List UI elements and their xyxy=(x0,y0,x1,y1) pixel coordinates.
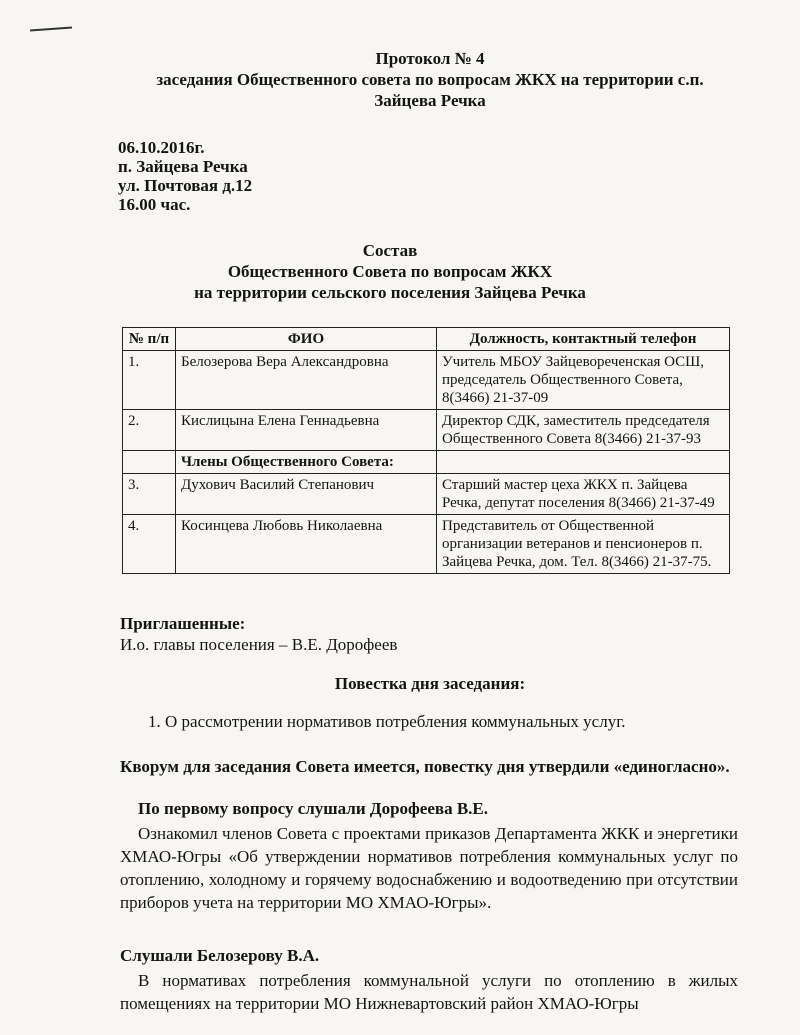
meeting-place: п. Зайцева Речка xyxy=(118,157,248,176)
row-name: Кислицына Елена Геннадьевна xyxy=(176,410,437,451)
meeting-address: ул. Почтовая д.12 xyxy=(118,176,253,195)
table-row xyxy=(123,474,730,515)
members-table xyxy=(122,327,730,574)
invited-section xyxy=(120,613,397,655)
second-speaker-heading: Слушали Белозерову В.А. xyxy=(120,946,320,965)
header-name: ФИО xyxy=(176,328,437,351)
title-line-1: Протокол № 4 xyxy=(375,49,485,68)
row-name: Духович Василий Степанович xyxy=(176,474,437,515)
pen-mark xyxy=(30,27,72,32)
composition-line-2: Общественного Совета по вопросам ЖКХ xyxy=(227,262,553,281)
row-position: Представитель от Общественной организации ветеранов и пенсионеров п. Зайцева Речка, дом. Тел. 8(3466) 21-37-75. xyxy=(437,515,730,574)
row-num: 1. xyxy=(123,351,176,410)
meeting-time: 16.00 час. xyxy=(118,195,191,214)
meeting-date: 06.10.2016г. xyxy=(118,138,205,157)
table-row xyxy=(123,410,730,451)
composition-line-3: на территории сельского поселения Зайцева Речка xyxy=(194,283,586,302)
composition-line-1: Состав xyxy=(362,241,418,260)
members-subheader: Члены Общественного Совета: xyxy=(176,451,437,474)
row-position: Учитель МБОУ Зайцевореченская ОСШ, председатель Общественного Совета, 8(3466) 21-37-09 xyxy=(437,351,730,410)
composition-heading xyxy=(120,240,660,303)
members-subheader-row xyxy=(123,451,730,474)
first-question-text: Ознакомил членов Совета с проектами приказов Департамента ЖКК и энергетики ХМАО-Югры «Об утверждении нормативов потребления коммунальных услуг по отоплению, холодному и горячему водоснабжению и водоотведению при отсутствии приборов учета на территории МО ХМАО-Югры». xyxy=(120,824,738,912)
quorum-text: Кворум для заседания Совета имеется, повестку дня утвердили «единогласно». xyxy=(120,757,730,776)
row-num: 4. xyxy=(123,515,176,574)
header-num: № п/п xyxy=(123,328,176,351)
invited-text: И.о. главы поселения – В.Е. Дорофеев xyxy=(120,635,398,654)
row-name: Белозерова Вера Александровна xyxy=(176,351,437,410)
row-num: 2. xyxy=(123,410,176,451)
table-header-row xyxy=(123,328,730,351)
header-position: Должность, контактный телефон xyxy=(437,328,730,351)
row-position: Старший мастер цеха ЖКХ п. Зайцева Речка, депутат поселения 8(3466) 21-37-49 xyxy=(437,474,730,515)
second-speaker-text: В нормативах потребления коммунальной услуги по отоплению в жилых помещениях на территории МО Нижневартовский район ХМАО-Югры xyxy=(120,971,738,1013)
table-row xyxy=(123,351,730,410)
row-position: Директор СДК, заместитель председателя Общественного Совета 8(3466) 21-37-93 xyxy=(437,410,730,451)
agenda-item: 1. О рассмотрении нормативов потребления коммунальных услуг. xyxy=(148,712,626,731)
row-num: 3. xyxy=(123,474,176,515)
protocol-title xyxy=(120,48,740,111)
row-name: Косинцева Любовь Николаевна xyxy=(176,515,437,574)
first-question-heading: По первому вопросу слушали Дорофеева В.Е. xyxy=(138,799,489,818)
agenda-title: Повестка дня заседания: xyxy=(334,674,526,693)
table-row xyxy=(123,515,730,574)
title-line-2: заседания Общественного совета по вопросам ЖКХ на территории с.п. xyxy=(156,70,704,89)
subheader-empty xyxy=(123,451,176,474)
meeting-meta xyxy=(118,138,252,214)
subheader-empty xyxy=(437,451,730,474)
title-line-3: Зайцева Речка xyxy=(374,91,486,110)
invited-heading: Приглашенные: xyxy=(120,614,246,633)
